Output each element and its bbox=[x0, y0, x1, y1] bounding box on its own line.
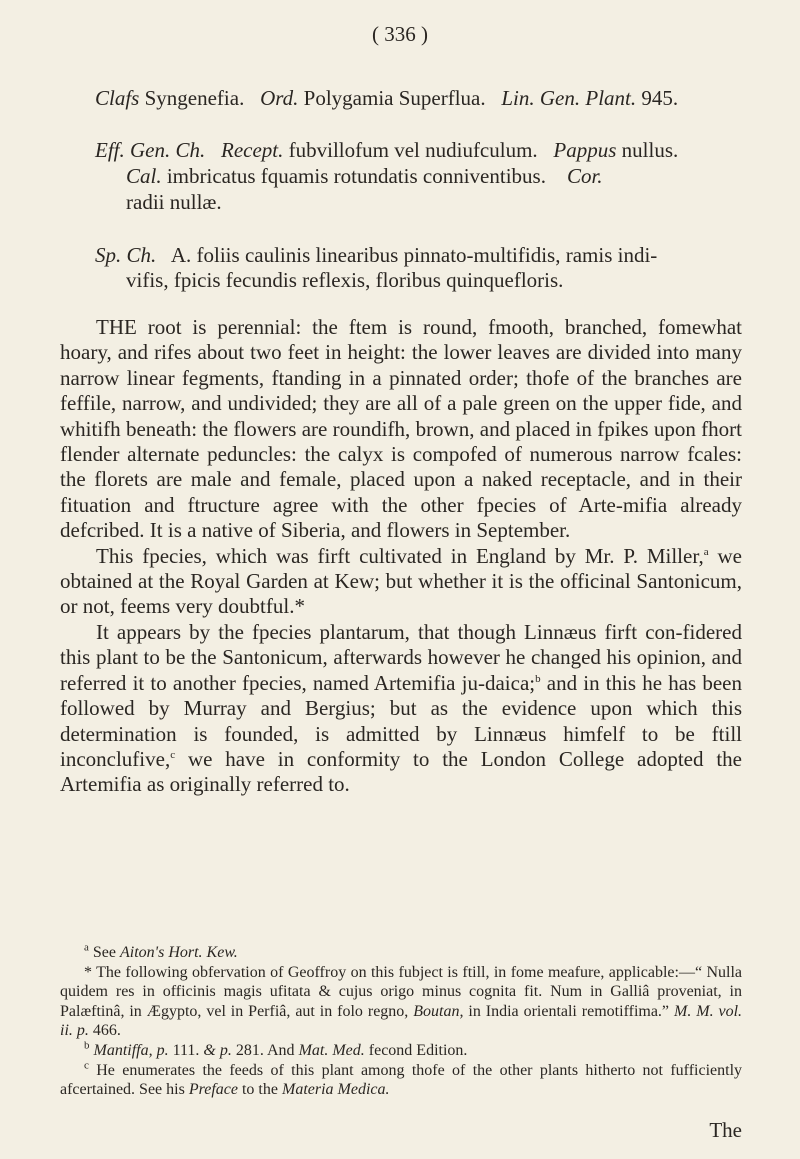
footnote-ref-c: c bbox=[170, 748, 176, 761]
main-text bbox=[60, 315, 742, 798]
paragraph-description: THE root is perennial: the ftem is round, fmooth, branched, fomewhat hoary, and rifes about two feet in height: the lower leaves are divided into many narrow linear fegments, ftanding in a pinnated order; thofe of the branches are feffile, narrow, and undivided; they are all of a pale green on the upper fide, and whitifh beneath: the flowers are roundifh, brown, and placed in fpikes upon fhort flender alternate peduncles: the calyx is compofed of numerous narrow fcales: the florets are male and female, placed upon a naked receptacle, and in their fituation and ftructure agree with the other fpecies of Arte-mifia already defcribed. It is a native of Siberia, and flowers in September. bbox=[60, 315, 742, 543]
catchword: The bbox=[709, 1118, 742, 1142]
footnote-a: $^a$ See Aiton's Hort. Kew. bbox=[84, 941, 238, 961]
calyx-line: Cal. imbricatus fquamis rotundatis conniventibus. Cor. bbox=[126, 164, 603, 188]
classification-line: Clafs Syngenefia. Ord. Polygamia Superflua. Lin. Gen. Plant. 945. bbox=[95, 86, 679, 110]
paragraph-linnaeus: It appears by the fpecies plantarum, that though Linnæus firft con-fidered this plant to be the Santonicum, afterwards however he changed his opinion, and referred it to another fpecies, named Artemifia ju-daica;$^b$ and in this he has been followed by Murray and Bergius; but as the evidence upon which this determination is founded, is admitted by Linnæus himfelf to be ftill inconclufive,$^c$ we have in conformity to the London College adopted the Artemifia as originally referred to. bbox=[60, 619, 743, 797]
footnote-c: $^c$ He enumerates the feeds of this plant among thofe of the other plants hitherto not fufficiently afcertained. See his Preface to the Materia Medica. bbox=[60, 1059, 743, 1099]
specific-character-line2: vifis, fpicis fecundis reflexis, floribus quinquefloris. bbox=[126, 268, 564, 292]
specific-character: Sp. Ch. A. foliis caulinis linearibus pinnato-multifidis, ramis indi- bbox=[95, 243, 658, 267]
corolla-line: radii nullæ. bbox=[126, 190, 222, 214]
footnote-ref-b: b bbox=[535, 672, 541, 685]
page-number: ( 336 ) bbox=[372, 22, 428, 46]
footnote-b: $^b$ Mantiffa, p. 111. & p. 281. And Mat. Med. fecond Edition. bbox=[84, 1039, 468, 1059]
footnotes bbox=[60, 943, 742, 1100]
essential-generic-character: Eff. Gen. Ch. Recept. fubvillofum vel nudiufculum. Pappus nullus. bbox=[95, 138, 679, 162]
paragraph-cultivation: This fpecies, which was firft cultivated in England by Mr. P. Miller,$^a$ we obtained at the Royal Garden at Kew; but whether it is the officinal Santonicum, or not, feems very doubtful.* bbox=[60, 543, 742, 619]
footnote-ref-a: a bbox=[703, 545, 709, 558]
footnote-star: * The following obfervation of Geoffroy on this fubject is ftill, in fome meafure, applicable:—“ Nulla quidem res in officinis magis ufitata & cujus origo minus cognita fit. Num in Galliâ proveniat, in Palæftinâ, in Ægypto, vel in Perfiâ, aut in folo regno, Boutan, in India orientali remotiffima.” M. M. vol. ii. p. 466. bbox=[60, 963, 743, 1040]
